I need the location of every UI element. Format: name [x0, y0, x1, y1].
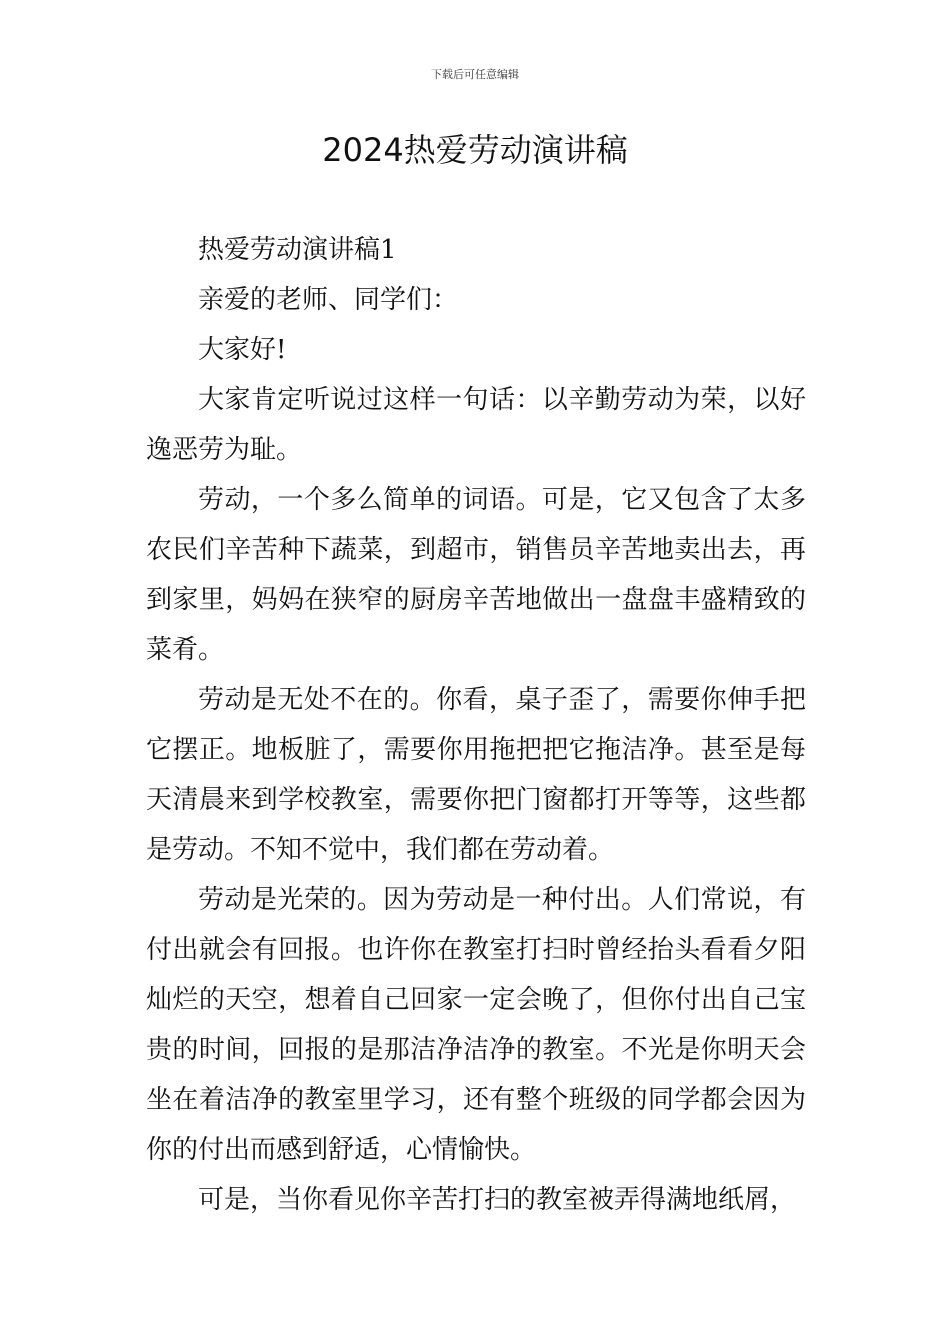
paragraph: 亲爱的老师、同学们：: [198, 285, 459, 315]
document-body: [146, 225, 806, 1225]
paragraph: 大家好!: [198, 335, 287, 365]
paragraph: 热爱劳动演讲稿1: [198, 235, 397, 265]
paragraph: 大家肯定听说过这样一句话：以辛勤劳动为荣，以好逸恶劳为耻。: [146, 385, 806, 465]
paragraph: 劳动，一个多么简单的词语。可是，它又包含了太多农民们辛苦种下蔬菜，到超市，销售员辛苦地卖出去，再到家里，妈妈在狭窄的厨房辛苦地做出一盘盘丰盛精致的菜肴。: [146, 485, 806, 665]
paragraph: 可是，当你看见你辛苦打扫的教室被弄得满地纸屑，: [198, 1185, 797, 1215]
header-note: 下载后可任意编辑: [431, 68, 519, 81]
paragraph: 劳动是无处不在的。你看，桌子歪了，需要你伸手把它摆正。地板脏了，需要你用拖把把它拖洁净。甚至是每天清晨来到学校教室，需要你把门窗都打开等等，这些都是劳动。不知不觉中，我们都在劳动着。: [146, 685, 806, 865]
paragraph: 劳动是光荣的。因为劳动是一种付出。人们常说，有付出就会有回报。也许你在教室打扫时曾经抬头看看夕阳灿烂的天空，想着自己回家一定会晚了，但你付出自己宝贵的时间，回报的是那洁净洁净的教室。不光是你明天会坐在着洁净的教室里学习，还有整个班级的同学都会因为你的付出而感到舒适，心情愉快。: [146, 885, 806, 1165]
document-title: 2024热爱劳动演讲稿: [322, 131, 628, 169]
